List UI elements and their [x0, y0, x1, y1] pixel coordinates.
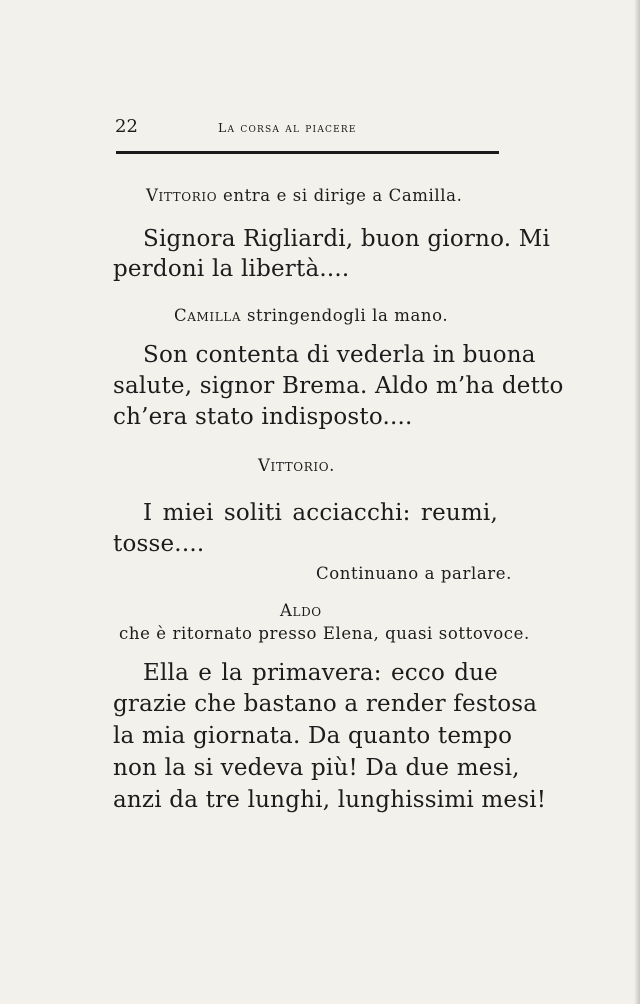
text-line: la mia giornata. Da quanto tempo [113, 723, 513, 749]
stage-direction [146, 186, 462, 205]
text-line: tosse.... [113, 531, 205, 557]
page-edge-shadow [634, 0, 640, 1004]
page-number: 22 [115, 116, 138, 137]
text-line: ch’era stato indisposto.... [113, 404, 413, 430]
header-rule [116, 151, 499, 154]
stage-direction [174, 306, 448, 325]
text-line: salute, signor Brema. Aldo m’ha detto [113, 373, 564, 399]
text-line: non la si vedeva più! Da due mesi, [113, 755, 520, 781]
page-header [113, 116, 499, 142]
running-title: La corsa al piacere [218, 120, 357, 135]
stage-direction: che è ritornato presso Elena, quasi sottovoce. [119, 624, 530, 643]
text-line: anzi da tre lunghi, lunghissimi mesi! [113, 787, 547, 813]
text-line: Signora Rigliardi, buon giorno. Mi [143, 226, 551, 252]
text-line: Son contenta di vederla in buona [143, 342, 536, 368]
text-line: perdoni la libertà.... [113, 256, 350, 282]
stage-direction-text: stringendogli la mano. [241, 306, 449, 325]
stage-direction: Continuano a parlare. [316, 564, 512, 583]
speaker-name: Aldo [280, 601, 322, 620]
stage-direction-text: entra e si dirige a Camilla. [217, 186, 463, 205]
speaker-name: Vittorio. [258, 456, 335, 475]
text-line: Ella e la primavera: ecco due [143, 660, 498, 686]
speaker-name: Vittorio [146, 186, 218, 205]
speaker-name: Camilla [174, 306, 242, 325]
text-line: grazie che bastano a render festosa [113, 691, 538, 717]
text-line: I miei soliti acciacchi: reumi, [143, 500, 498, 526]
